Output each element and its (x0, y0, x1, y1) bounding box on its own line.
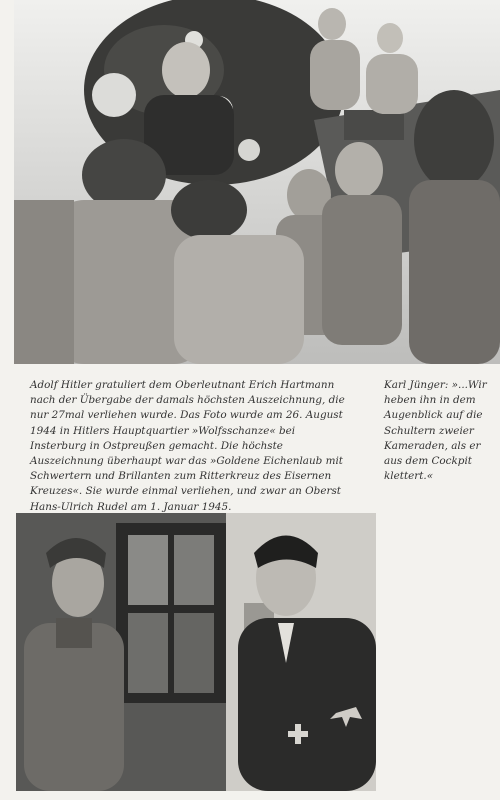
top-photograph (14, 0, 500, 364)
quote-caption (384, 378, 490, 484)
crowd-with-flowers-image (14, 0, 500, 364)
main-caption (30, 378, 346, 515)
quote-caption-text: Karl Jünger: »...Wir heben ihn in dem Augenblick auf die Schultern zweier Kameraden, als er aus dem Cockpit klettert.« (384, 379, 487, 483)
handshake-scene-image (16, 513, 376, 791)
main-caption-text: Adolf Hitler gratuliert dem Oberleutnant Erich Hartmann nach der Übergabe der damals höchsten Auszeichnung, die nur 27mal verliehen wurde. Das Foto wurde am 26. August 1944 in Hitlers Hauptquartier »Wolfsschanze« bei Insterburg in Ostpreußen gemacht. Die höchste Auszeichnung überhaupt war das »Goldene Eichenlaub mit Schwertern und Brillanten zum Ritterkreuz des Eisernen Kreuzes«. Sie wurde einmal verliehen, und zwar an Oberst Hans-Ulrich Rudel am 1. Januar 1945. (30, 379, 345, 513)
bottom-photograph (16, 513, 376, 791)
